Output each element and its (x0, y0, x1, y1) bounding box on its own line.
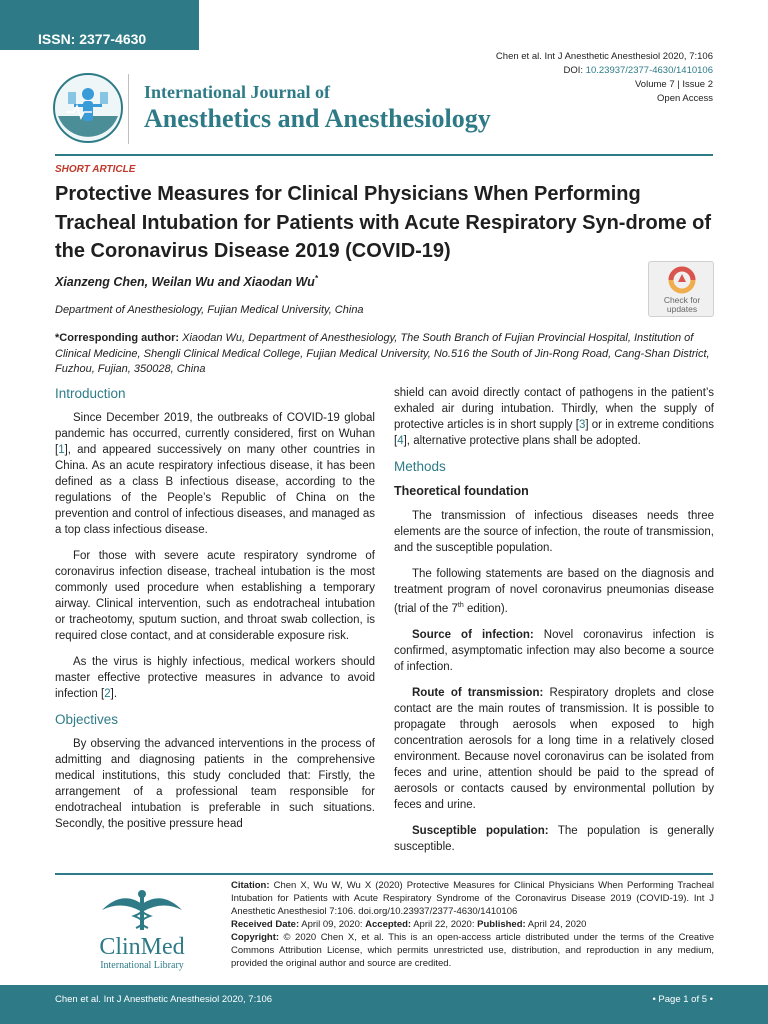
intro-p3-text-a: As the virus is highly infectious, medical workers should master effective protective measures in advance to avoid infection [ (55, 656, 375, 700)
route-label: Route of transmission: (412, 686, 544, 699)
check-updates-icon (668, 266, 696, 294)
theory-p2-text-b: edition). (463, 602, 508, 615)
check-updates-line1: Check for (663, 295, 701, 305)
header-rule (55, 154, 713, 156)
corresponding-author (55, 331, 715, 378)
intro-p1-text-b: ], and appeared successively on many other countries in China. As an acute respiratory infectious disease, it has been defined as a class B infectious disease, according to the regulations of the People’s Republic of China on the prevention and control of infectious diseases, and managed as a top class infectious disease. (55, 444, 375, 536)
theory-p2-text-a: The following statements are based on the diagnosis and treatment program of novel coronavirus pneumonias disease (trial of the 7 (394, 568, 714, 615)
page-indicator: • Page 1 of 5 • (652, 994, 713, 1005)
footer-rule (55, 873, 713, 875)
susceptible-label: Susceptible population: (412, 824, 549, 837)
authors (55, 274, 318, 289)
edition-superscript: th (457, 602, 464, 609)
corresponding-label: *Corresponding author: (55, 332, 180, 344)
citation-paragraph (231, 879, 714, 918)
intro-p1-text-a: Since December 2019, the outbreaks of COVID-19 global pandemic has occurred, currently considered, first on Wuhan [ (55, 412, 375, 456)
ref-link-1[interactable]: 1 (58, 444, 65, 456)
article-type: SHORT ARTICLE (55, 164, 136, 175)
accepted-label: Accepted: (365, 919, 412, 930)
received-label: Received Date: (231, 919, 300, 930)
copyright-paragraph (231, 931, 714, 970)
theoretical-foundation-heading: Theoretical foundation (394, 484, 529, 498)
route-text: Respiratory droplets and close contact are the main routes of transmission. It is possible to propagate through aerosols when exposed to high concentration aerosols for a long time in a relatively closed environment. Because novel coronavirus can be isolated from feces and urine, attention should be paid to the spread of aerosols or contacts caused by environmental pollution by feces and urine. (394, 686, 714, 811)
affiliation: Department of Anesthesiology, Fujian Medical University, China (55, 304, 364, 316)
citation-block (231, 879, 714, 970)
cont-text-b: ] or in extreme conditions [ (394, 419, 714, 447)
source-label: Source of infection: (412, 628, 534, 641)
open-access-label: Open Access (657, 93, 713, 104)
ref-link-3[interactable]: 3 (578, 419, 586, 431)
clinmed-logo (62, 884, 222, 974)
copyright-text: © 2020 Chen X, et al. This is an open-access article distributed under the terms of the Creative Commons Attribution License, which permits unrestricted use, distribution, and reproduction in any medium, provided the original author and source are credited. (231, 932, 714, 969)
doi-line (496, 64, 713, 78)
objectives-heading: Objectives (55, 712, 119, 727)
cont-text-a: shield can avoid directly contact of pathogens in the patient’s exhaled air during intubation. Thirdly, when the supply of protective articles is in short supply [ (394, 387, 714, 431)
copyright-label: Copyright: (231, 932, 280, 943)
article-meta (496, 50, 713, 106)
published-label: Published: (477, 919, 526, 930)
check-updates-label (649, 296, 715, 314)
journal-name-line1: International Journal of (144, 82, 331, 102)
methods-heading: Methods (394, 459, 446, 474)
ref-link-2[interactable]: 2 (104, 688, 111, 700)
journal-name-line2: Anesthetics and Anesthesiology (144, 104, 491, 133)
intro-paragraph-2: For those with severe acute respiratory syndrome of coronavirus infection disease, tracheal intubation is the most commonly used procedure when establishing a temporary airway. Clinical intervention, such as endotracheal intubation or tracheotomy, sputum suction, and throat swab collection, is required close contact, and at considerable exposure risk. (55, 550, 375, 642)
journal-logo-icon (52, 72, 124, 144)
susceptible-paragraph (394, 823, 714, 855)
issn-tab (0, 0, 199, 50)
doi-link[interactable]: 10.23937/2377-4630/1410106 (585, 65, 713, 76)
intro-p3-text-b: ]. (110, 688, 118, 700)
citation-short: Chen et al. Int J Anesthetic Anesthesiol 2020, 7:106 (495, 51, 713, 62)
doi-label: DOI: (563, 65, 584, 76)
dates-paragraph (231, 918, 714, 931)
corresponding-text: Xiaodan Wu, Department of Anesthesiology, The South Branch of Fujian Provincial Hospital, Institution of Clinical Medicine, Shengli Clinical Medical College, Fujian Medical University, No.516 the South of Jin-Rong Road, Cang-Shan District, Fuzhou, Fujian, 350028, China (55, 332, 710, 375)
route-paragraph (394, 685, 714, 813)
source-text: Novel coronavirus infection is confirmed, asymptomatic infection may also become a source of infection. (394, 628, 714, 673)
citation-label: Citation: (231, 880, 270, 891)
published-value: April 24, 2020 (525, 919, 587, 930)
source-paragraph (394, 627, 714, 675)
left-column (55, 384, 375, 842)
check-updates-line2: updates (666, 304, 698, 314)
volume-issue: Volume 7 | Issue 2 (635, 79, 713, 90)
intro-paragraph-3 (55, 654, 375, 702)
article-title: Protective Measures for Clinical Physicians When Performing Tracheal Intubation for Patients with Acute Respiratory Syn-drome of the Coronavirus Disease 2019 (COVID-19) (55, 183, 712, 262)
continued-paragraph (394, 385, 714, 449)
header-divider (128, 74, 129, 144)
right-column (394, 385, 714, 865)
publisher-subtitle: International Library (100, 960, 184, 971)
corresponding-mark: * (314, 274, 318, 283)
accepted-value: April 22, 2020: (411, 919, 478, 930)
ref-link-4[interactable]: 4 (397, 435, 404, 447)
bottom-citation: Chen et al. Int J Anesthetic Anesthesiol 2020, 7:106 (55, 994, 273, 1005)
susceptible-text: The population is generally susceptible. (394, 824, 715, 853)
caduceus-icon (102, 890, 182, 930)
introduction-heading: Introduction (55, 386, 126, 401)
received-value: April 09, 2020: (299, 919, 366, 930)
cont-text-c: ], alternative protective plans shall be adopted. (403, 435, 641, 447)
intro-paragraph-1 (55, 410, 375, 538)
author-names: Xianzeng Chen, Weilan Wu and Xiaodan Wu (55, 275, 315, 290)
citation-text: Chen X, Wu W, Wu X (2020) Protective Measures for Clinical Physicians When Performing Tracheal Intubation for Patients with Acute Respiratory Syndrome of the Coronavirus Disease 2019 (COVID-19). Int J Anesthetic Anesthesiol 7:106. doi.org/10.23937/2377-4630/1410106 (231, 880, 714, 917)
theory-paragraph-1: The transmission of infectious diseases needs three elements are the source of infection, the route of transmission, and the susceptible population. (394, 510, 714, 554)
publisher-name: ClinMed (99, 934, 185, 960)
objectives-paragraph: By observing the advanced interventions in the process of admitting and diagnosing patients in the comprehensive medical institutions, this study concluded that: Firstly, the arrangement of a professional team responsible for endotracheal intubation is preferable in such situations. Secondly, the positive pressure head (55, 738, 375, 830)
check-for-updates-button[interactable] (648, 261, 714, 317)
theory-paragraph-2 (394, 566, 714, 617)
bottom-bar (0, 985, 768, 1024)
issn-label: ISSN: 2377-4630 (38, 31, 147, 47)
